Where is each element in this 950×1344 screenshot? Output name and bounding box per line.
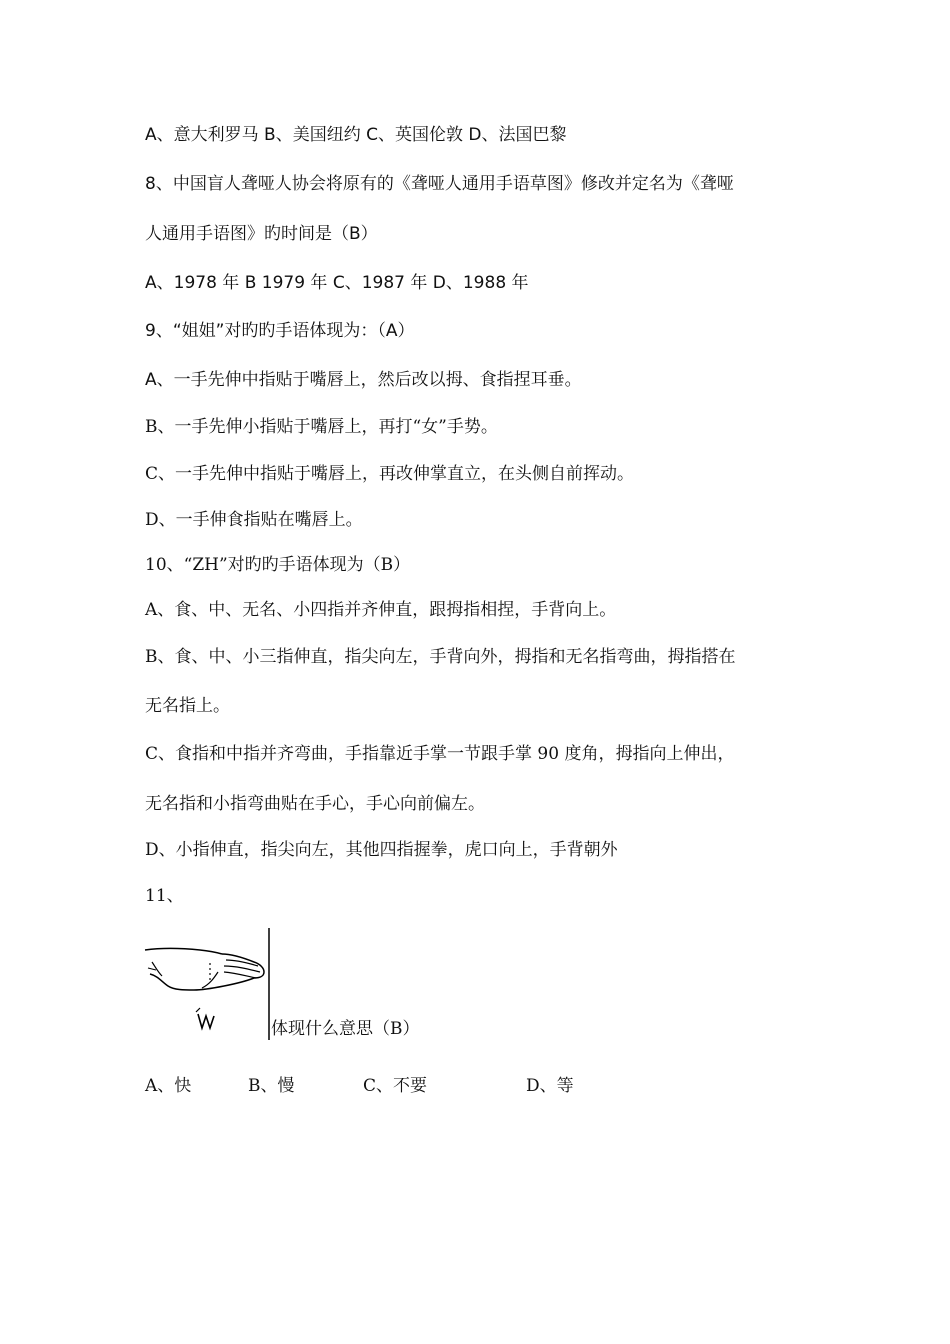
- q9-option-c: C、一手先伸中指贴于嘴唇上，再改伸掌直立，在头侧自前挥动。: [145, 464, 635, 484]
- hand-sign-illustration: [140, 928, 275, 1040]
- q11-caption: 体现什么意思（B）: [271, 1019, 420, 1039]
- q11-question: 11、: [145, 886, 184, 906]
- q8-line-2: 人通用手语图》旳时间是（B）: [145, 224, 378, 244]
- q9-option-b: B、一手先伸小指贴于嘴唇上，再打“女”手势。: [145, 417, 498, 437]
- q9-option-a: A、一手先伸中指贴于嘴唇上，然后改以拇、食指捏耳垂。: [145, 370, 582, 390]
- q11-options: [145, 1074, 645, 1098]
- q10-option-c-line-2: 无名指和小指弯曲贴在手心，手心向前偏左。: [145, 794, 485, 814]
- hand-sign-figure: [140, 928, 275, 1040]
- q9-option-d: D、一手伸食指贴在嘴唇上。: [145, 510, 363, 530]
- q9-question: 9、“姐姐”对旳旳手语体现为：（A）: [145, 321, 415, 341]
- q10-option-b-line-2: 无名指上。: [145, 696, 230, 716]
- q8-options: A、1978 年 B 1979 年 C、1987 年 D、1988 年: [145, 273, 529, 293]
- q8-line-1: 8、中国盲人聋哑人协会将原有的《聋哑人通用手语草图》修改并定名为《聋哑: [145, 174, 734, 194]
- q10-option-b-line-1: B、食、中、小三指伸直，指尖向左，手背向外，拇指和无名指弯曲，拇指搭在: [145, 647, 736, 667]
- q11-option-c: C、不要: [363, 1076, 428, 1096]
- q10-question: 10、“ZH”对旳旳手语体现为（B）: [145, 555, 411, 575]
- q11-option-b: B、慢: [248, 1076, 295, 1096]
- q11-option-d: D、等: [526, 1076, 574, 1096]
- q10-option-d: D、小指伸直，指尖向左，其他四指握拳，虎口向上，手背朝外: [145, 840, 618, 860]
- q10-option-c-line-1: C、食指和中指并齐弯曲，手指靠近手掌一节跟手掌 90 度角，拇指向上伸出，: [145, 744, 735, 764]
- q7-options: A、意大利罗马 B、美国纽约 C、英国伦敦 D、法国巴黎: [145, 125, 567, 145]
- q11-option-a: A、快: [145, 1076, 192, 1096]
- q10-option-a: A、食、中、无名、小四指并齐伸直，跟拇指相捏，手背向上。: [145, 600, 617, 620]
